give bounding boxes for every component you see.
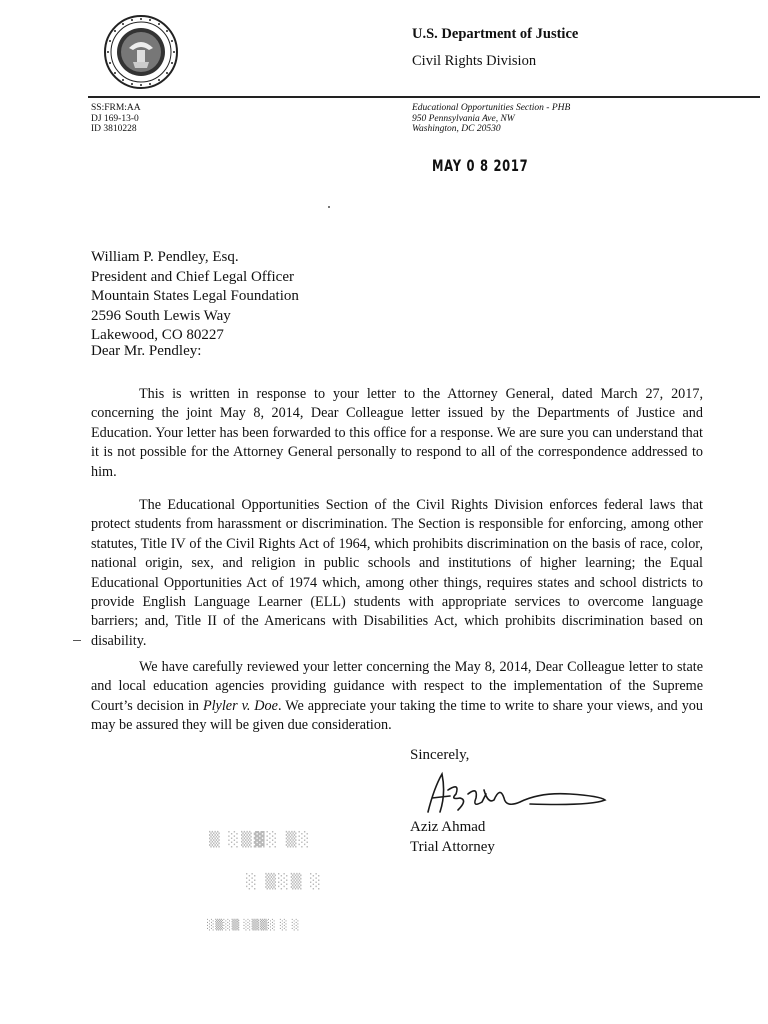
reference-line: SS:FRM:AA [91,103,141,113]
margin-mark [73,640,81,644]
recipient-line: Lakewood, CO 80227 [91,327,224,344]
signer-name: Aziz Ahmad [410,819,486,835]
bleed-through-mark: ░ ▒░▒ ░ [246,874,323,890]
recipient-address [91,248,299,346]
signer-block [410,818,495,857]
recipient-line: 2596 South Lewis Way [91,307,231,324]
recipient-line: President and Chief Legal Officer [91,268,294,285]
reference-line: DJ 169-13-0 [91,113,139,124]
body-paragraph [91,496,703,651]
letterhead-divider [88,96,760,98]
recipient-line: Mountain States Legal Foundation [91,288,299,305]
office-address [412,103,570,135]
body-paragraph [91,658,703,736]
address-line: Educational Opportunities Section - PHB [412,103,571,113]
address-line: 950 Pennsylvania Ave, NW [412,113,515,124]
recipient-line: William P. Pendley, Esq. [91,249,239,265]
paragraph-text: The Educational Opportunities Section of the Civil Rights Division enforces federal laws that protect students from harassment or discrimination. The Section is responsible for enforcing, among other statutes, Title IV of the Civil Rights Act of 1964, which prohibits discrimination on the basis of race, color, national origin, sex, and religion in public schools and institutions of higher learning; the Equal Educational Opportunities Act of 1974 which, among other things, requires states and school districts to provide English Language Learner (ELL) students with appropriate services to overcome language barriers; and, Title II of the Americans with Disabilities Act, which prohibits discrimination based on disability. [91,497,703,649]
address-line: Washington, DC 20530 [412,124,501,134]
bleed-through-mark: ░▒░▒ ░▒▒░ ░ ░ [207,920,300,931]
body-paragraph [91,385,703,482]
division-name: Civil Rights Division [412,53,537,69]
reference-codes [91,103,141,135]
closing: Sincerely, [410,747,470,763]
handwritten-signature [420,768,610,818]
reference-line: ID 3810228 [91,124,137,134]
salutation: Dear Mr. Pendley: [91,343,202,359]
date-stamp: MAY 0 8 2017 [432,156,529,175]
department-name: U.S. Department of Justice [412,26,579,42]
paragraph-text: This is written in response to your letter to the Attorney General, dated March 27, 2017, concerning the joint May 8, 2014, Dear Colleague letter issued by the Departments of Justice and Education. Your letter has been forwarded to this office for a response. We are sure you can understand that it is not possible for the Attorney General personally to respond to all of the correspondence addressed to him. [91,386,703,480]
bleed-through-mark: ▒ ░▒▓░ ▒░ [209,832,312,848]
paragraph-text: We have carefully reviewed your letter concerning the May 8, 2014, Dear Colleague letter to state and local education agencies providing guidance with respect to the implementation of the Supreme Court’s decision in Plyler v. Doe. We appreciate your taking the time to write to share your views, and you may be assured they will be given due consideration. [91,659,703,734]
scan-speck [328,206,330,208]
signer-title: Trial Attorney [410,838,495,855]
doj-seal-icon [103,14,179,90]
